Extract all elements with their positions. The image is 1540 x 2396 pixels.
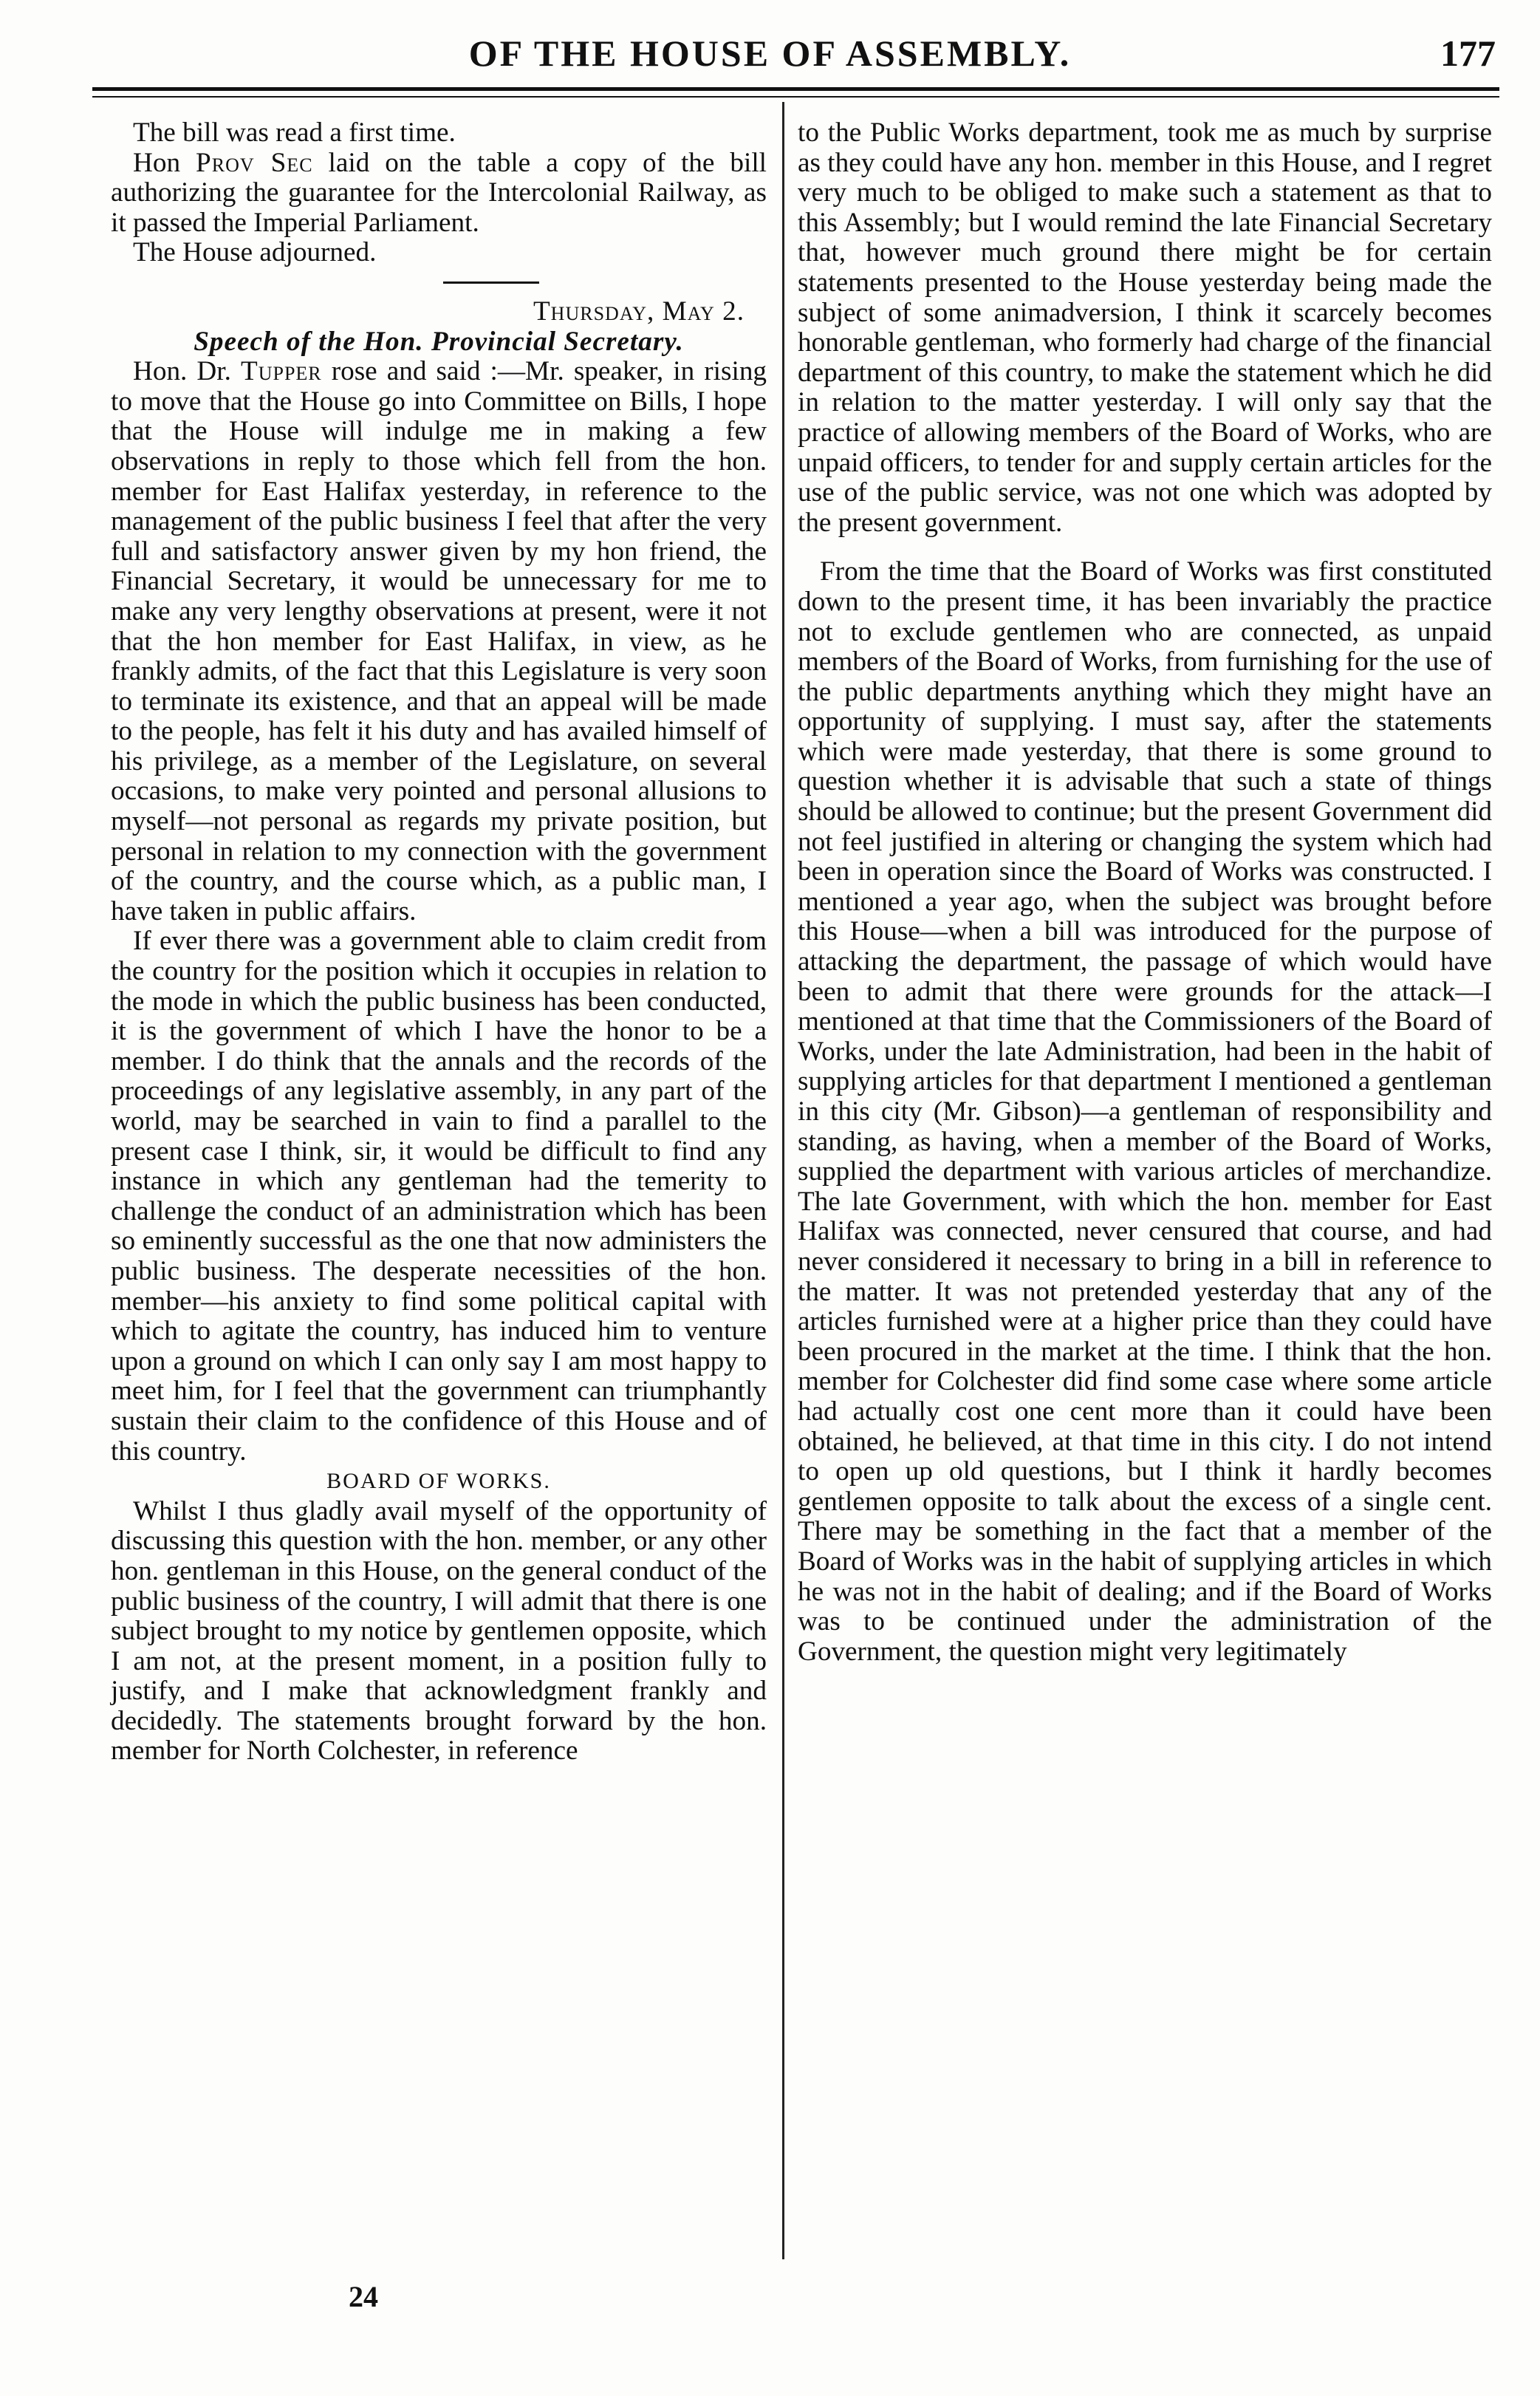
paragraph-speech-opening [111,357,767,926]
right-column [798,118,1492,1667]
speech-heading: Speech of the Hon. Provincial Secretary. [194,326,684,357]
paragraph-first-reading: The bill was read a first time. [133,117,456,148]
column-divider [782,102,784,2259]
section-divider [443,281,539,284]
paragraph-prefix: Hon. Dr. [133,356,241,387]
paragraph-board-of-works: Whilst I thus gladly avail myself of the opportunity of discussing this question with the hon. member, or any other hon. gentleman in this House, on the general conduct of the public business of the country, I will admit that there is one subject brought to my notice by gentlemen opposite, which I am not, at the present moment, in a position fully to justify, and I make that acknowledgment frankly and decidedly. The statements brought forward by the hon. member for North Colchester, in reference [111,1495,767,1767]
left-column [111,118,767,1767]
paragraph-board-history: From the time that the Board of Works was first constituted down to the present time, it has been invariably the practice not to exclude gentlemen who are connected, as unpaid members of the Board of Works, from furnishing for the use of the public departments anything which they might have an opportunity of supplying. I must say, after the statements which were made yesterday, that there is some ground to question whether it is advisable that such a state of things should be allowed to continue; but the present Government did not feel justified in altering or changing the system which had been in operation since the Board of Works was constructed. I mentioned a year ago, when the subject was brought before this House—when a bill was introduced for the purpose of attacking the department, the passage of which would have been to admit that there were grounds for the attack—I mentioned at that time that the Commissioners of the Board of Works, under the late Administration, had been in the habit of supplying articles for that department I mentioned a gentleman in this city (Mr. Gibson)—a gentleman of responsibility and standing, as having, when a member of the Board of Works, supplied the department with various articles of merchandize. The late Government, with which the hon. member for East Halifax was connected, never censured that course, and had never considered it necessary to bring in a bill in reference to the matter. It was not pretended yesterday that any of the articles furnished were at a higher price than they could have been procured in the market at the time. I think that the hon. member for Colchester did find some case where some article had actually cost one cent more than it could have been obtained, he believed, at that time in this city. I do not intend to open up old questions, but I think it hardly becomes gentlemen opposite to talk about the excess of a single cent. There may be something in the fact that a member of the Board of Works was in the habit of supplying articles in which he was not in the habit of dealing; and if the Board of Works was to be continued under the administration of the Government, the question might very legitimately [798,556,1492,1667]
paragraph-adjourned: The House adjourned. [133,237,377,268]
speaker-name: Tupper [241,356,322,387]
signature-mark: 24 [349,2280,378,2313]
paragraph-government-credit: If ever there was a government able to claim credit from the country for the position which it occupies in relation to the mode in which the public business has been conducted, it is the government of which I have the honor to be a member. I do think that the annals and the records of the proceedings of any legislative assembly, in any part of the world, may be searched in vain to find a parallel to the present case I think, sir, it would be difficult to find any instance in which any gentleman had the temerity to challenge the conduct of an administration which has been so eminently successful as the one that now administers the public business. The desperate necessities of the hon. member—his anxiety to find some political capital with which to agitate the country, has induced him to venture upon a ground on which I can only say I am most happy to meet him, for I feel that the government can triumphantly sustain their claim to the confidence of this House and of this country. [111,926,767,1467]
paragraph-body: rose and said :—Mr. speaker, in rising to move that the House go into Committee on Bills, I hope that the House will indulge me in making a few observations in reply to those which fell from the hon. member for East Halifax yesterday, in reference to the management of the public business I feel that after the very full and satisfactory answer given by my hon friend, the Financial Secretary, it would be unnecessary for me to make any very lengthy observations at present, were it not that the hon member for East Halifax, in view, as he frankly admits, of the fact that this Legislature is very soon to terminate its existence, and that an appeal will be made to the people, has felt it his duty and has availed himself of his privilege, as a member of the Legislature, on several occasions, to make very pointed and personal allusions to myself—not personal as regards my private position, but personal in relation to my connection with the government of the country, and the course which, as a public man, I have taken in public affairs. [111,356,767,926]
header-rule-thick [92,87,1499,91]
paragraph-body: laid on the table a copy of the bill authorizing the guarantee for the Intercolonial Railway, as it passed the Imperial Parliament. [111,147,767,238]
paragraph-continued: to the Public Works department, took me as much by surprise as they could have any hon. member in this House, and I regret very much to be obliged to make such a statement as that to this Assembly; but I would remind the late Financial Secretary that, however much ground there might be for certain statements presented to the House yesterday being made the subject of some animadversion, I think it scarcely becomes honorable gentleman, who formerly had charge of the financial department of this country, to make the statement which he did in relation to the matter yesterday. I will only say that the practice of allowing members of the Board of Works, who are unpaid officers, to tender for and supply certain articles for the use of the public service, was not one which was adopted by the present government. [798,117,1493,538]
running-head [0,30,1540,81]
dateline: Thursday, May 2. [533,296,745,327]
running-head-title: OF THE HOUSE OF ASSEMBLY. [468,33,1072,74]
speaker-name: Prov Sec [196,147,313,178]
paragraph-railway-bill [111,149,767,239]
paragraph-prefix: Hon [133,147,196,178]
header-rule-thin [92,96,1499,98]
subheading-board-of-works: BOARD OF WORKS. [326,1469,551,1494]
page-number: 177 [1440,33,1496,74]
